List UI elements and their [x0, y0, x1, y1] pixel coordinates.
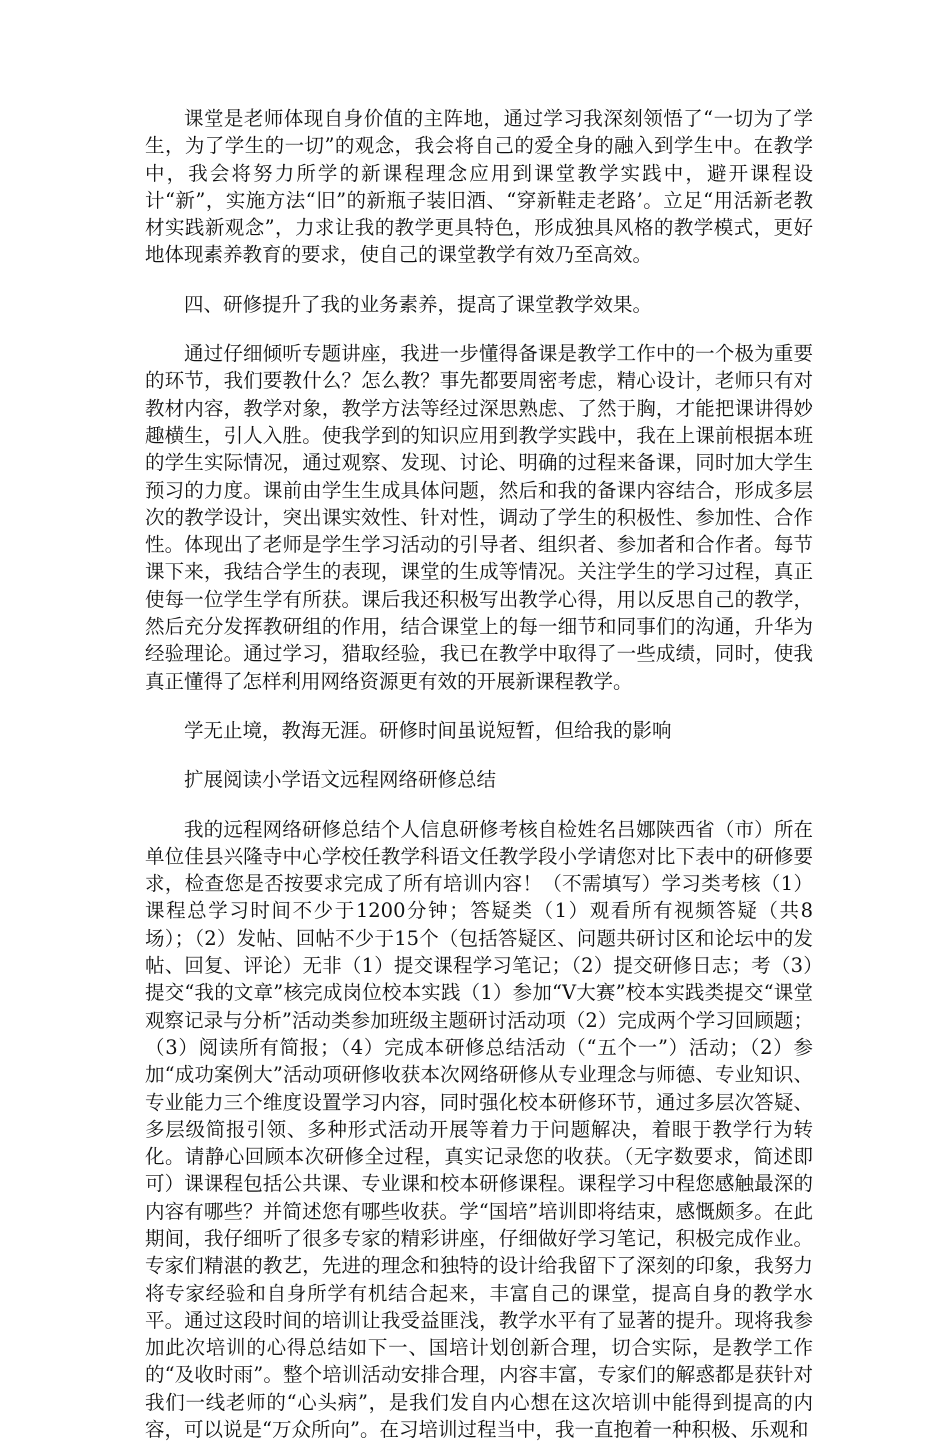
paragraph-summary: 我的远程网络研修总结个人信息研修考核自检姓名吕娜陕西省（市）所在单位佳县兴隆寺中心学校任教学科语文任教学段小学请您对比下表中的研修要求，检查您是否按要求完成了所有培训内容！（不需填写）学习类考核（1）课程总学习时间不少于1200分钟；答疑类（1）观看所有视频答疑（共8场）；（2）发帖、回帖不少于15个（包括答疑区、问题共研讨区和论坛中的发帖、回复、评论）无非（1）提交课程学习笔记；（2）提交研修日志；考（3）提交“我的文章”核完成岗位校本实践（1）参加“V大赛”校本实践类提交“课堂观察记录与分析”活动类参加班级主题研讨活动项（2）完成两个学习回顾题；（3）阅读所有简报；（4）完成本研修总结活动（“五个一”）活动；（2）参加“成功案例大”活动项研修收获本次网络研修从专业理念与师德、专业知识、专业能力三个维度设置学习内容，同时强化校本研修环节，通过多层次答疑、多层级简报引领、多种形式活动开展等着力于问题解决，着眼于教学行为转化。请静心回顾本次研修全过程，真实记录您的收获。（无字数要求，简述即可）课课程包括公共课、专业课和校本研修课程。课程学习中程您感触最深的内容有哪些？并简述您有哪些收获。学“国培”培训即将结束，感慨颇多。在此期间，我仔细听了很多专家的精彩讲座，仔细做好学习笔记，积极完成作业。专家们精湛的教艺，先进的理念和独特的设计给我留下了深刻的印象，我努力将专家经验和自身所学有机结合起来，丰富自己的课堂，提高自身的教学水平。通过这段时间的培训让我受益匪浅，教学水平有了显著的提升。现将我参加此次培训的心得总结如下一、国培计划创新合理，切合实际，是教学工作的“及收时雨”。整个培训活动安排合理，内容丰富，专家们的解惑都是获针对我们一线老师的“心头病”，是我们发自内心想在这次培训中能得到提高的内容，可以说是“万众所向”。在习培训过程当中，我一直抱着一种积极、乐观和: [145, 817, 813, 1442]
paragraph-extended-title: 扩展阅读小学语文远程网络研修总结: [184, 768, 497, 792]
document-body: [145, 105, 813, 1443]
paragraph-lesson-prep: 通过仔细倾听专题讲座，我进一步懂得备课是教学工作中的一个极为重要的环节，我们要教什么？怎么教？事先都要周密考虑，精心设计，老师只有对教材内容，教学对象，教学方法等经过深思熟虑、了然于胸，才能把课讲得妙趣横生，引人入胜。使我学到的知识应用到教学实践中，我在上课前根据本班的学生实际情况，通过观察、发现、讨论、明确的过程来备课，同时加大学生预习的力度。课前由学生生成具体问题，然后和我的备课内容结合，形成多层次的教学设计，突出课实效性、针对性，调动了学生的积极性、参加性、合作性。体现出了老师是学生学习活动的引导者、组织者、参加者和合作者。每节课下来，我结合学生的表现，课堂的生成等情况。关注学生的学习过程，真正使每一位学生学有所获。课后我还积极写出教学心得，用以反思自己的教学，然后充分发挥教研组的作用，结合课堂上的每一细节和同事们的沟通，升华为经验理论。通过学习，猎取经验，我已在教学中取得了一些成绩，同时，使我真正懂得了怎样利用网络资源更有效的开展新课程教学。: [145, 342, 813, 693]
paragraph-classroom: 课堂是老师体现自身价值的主阵地，通过学习我深刻领悟了“一切为了学生，为了学生的一切”的观念，我会将自己的爱全身的融入到学生中。在教学中，我会将努力所学的新课程理念应用到课堂教学实践中，避开课程设计“新”，实施方法“旧”的新瓶子装旧酒、“穿新鞋走老路’。立足“用活新老教材实践新观念”，力求让我的教学更具特色，形成独具风格的教学模式，更好地体现素养教育的要求，使自己的课堂教学有效乃至高效。: [145, 107, 813, 267]
paragraph-endless-learning: 学无止境，教海无涯。研修时间虽说短暂，但给我的影响: [184, 718, 672, 742]
paragraph-heading-four: 四、研修提升了我的业务素养，提高了课堂教学效果。: [184, 292, 653, 316]
